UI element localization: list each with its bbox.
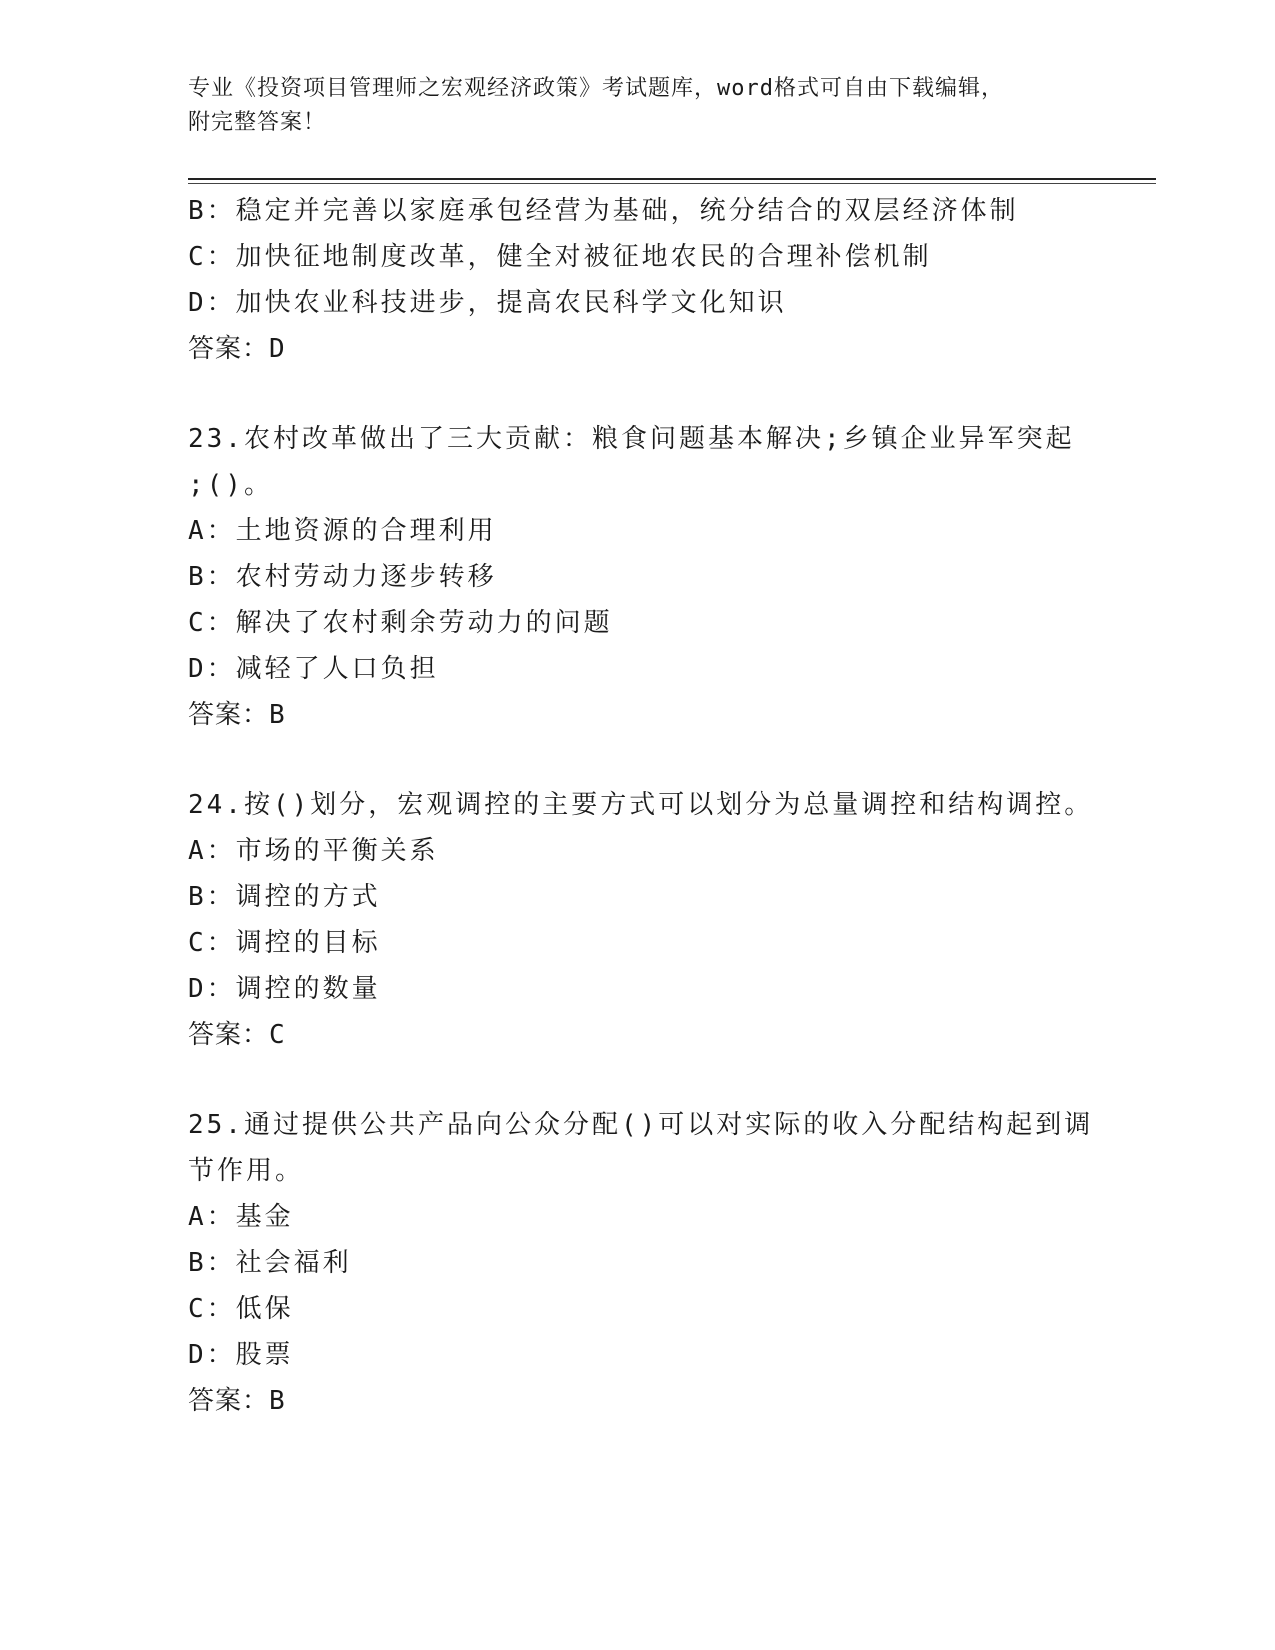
answer-line xyxy=(188,1378,1088,1424)
answer-value: D xyxy=(269,334,286,364)
question-list xyxy=(188,188,1094,1424)
question-stem-line-1: 25.通过提供公共产品向公众分配()可以对实际的收入分配结构起到调 xyxy=(188,1110,1094,1140)
question-24 xyxy=(188,782,1094,1058)
answer-label: 答案： xyxy=(188,1386,270,1416)
question-stem-line-2: ;()。 xyxy=(188,470,273,500)
header-divider-thick xyxy=(188,178,1156,180)
answer-line xyxy=(188,1012,1088,1058)
question-stem-line-1: 24.按()划分，宏观调控的主要方式可以划分为总量调控和结构调控。 xyxy=(188,790,1094,820)
option-d: D：加快农业科技进步，提高农民科学文化知识 xyxy=(188,288,787,318)
option-b: B：农村劳动力逐步转移 xyxy=(188,562,497,592)
question-stem-line-1: 23.农村改革做出了三大贡献：粮食问题基本解决;乡镇企业异军突起 xyxy=(188,424,1075,454)
option-b: B：稳定并完善以家庭承包经营为基础，统分结合的双层经济体制 xyxy=(188,196,1019,226)
option-d: D：调控的数量 xyxy=(188,974,381,1004)
question-23 xyxy=(188,416,1088,738)
question-25 xyxy=(188,1102,1094,1424)
option-a: A：市场的平衡关系 xyxy=(188,836,439,866)
option-c: C：调控的目标 xyxy=(188,928,381,958)
answer-label: 答案： xyxy=(188,334,270,364)
answer-value: C xyxy=(269,1020,286,1050)
answer-label: 答案： xyxy=(188,700,270,730)
header-line-1: 专业《投资项目管理师之宏观经济政策》考试题库，word格式可自由下载编辑， xyxy=(188,76,1004,101)
option-c: C：加快征地制度改革，健全对被征地农民的合理补偿机制 xyxy=(188,242,932,272)
question-22 xyxy=(188,188,1088,372)
header-line-2: 附完整答案！ xyxy=(188,110,327,135)
answer-line xyxy=(188,692,1088,738)
option-d: D：减轻了人口负担 xyxy=(188,654,439,684)
option-d: D：股票 xyxy=(188,1340,294,1370)
option-b: B：社会福利 xyxy=(188,1248,352,1278)
answer-value: B xyxy=(269,1386,286,1416)
option-c: C：低保 xyxy=(188,1294,294,1324)
answer-value: B xyxy=(269,700,286,730)
answer-line xyxy=(188,326,1088,372)
option-b: B：调控的方式 xyxy=(188,882,381,912)
header-divider-thin xyxy=(188,183,1156,184)
option-a: A：基金 xyxy=(188,1202,294,1232)
answer-label: 答案： xyxy=(188,1020,270,1050)
option-c: C：解决了农村剩余劳动力的问题 xyxy=(188,608,613,638)
document-header xyxy=(188,72,1088,140)
option-a: A：土地资源的合理利用 xyxy=(188,516,497,546)
question-stem-line-2: 节作用。 xyxy=(188,1156,305,1186)
